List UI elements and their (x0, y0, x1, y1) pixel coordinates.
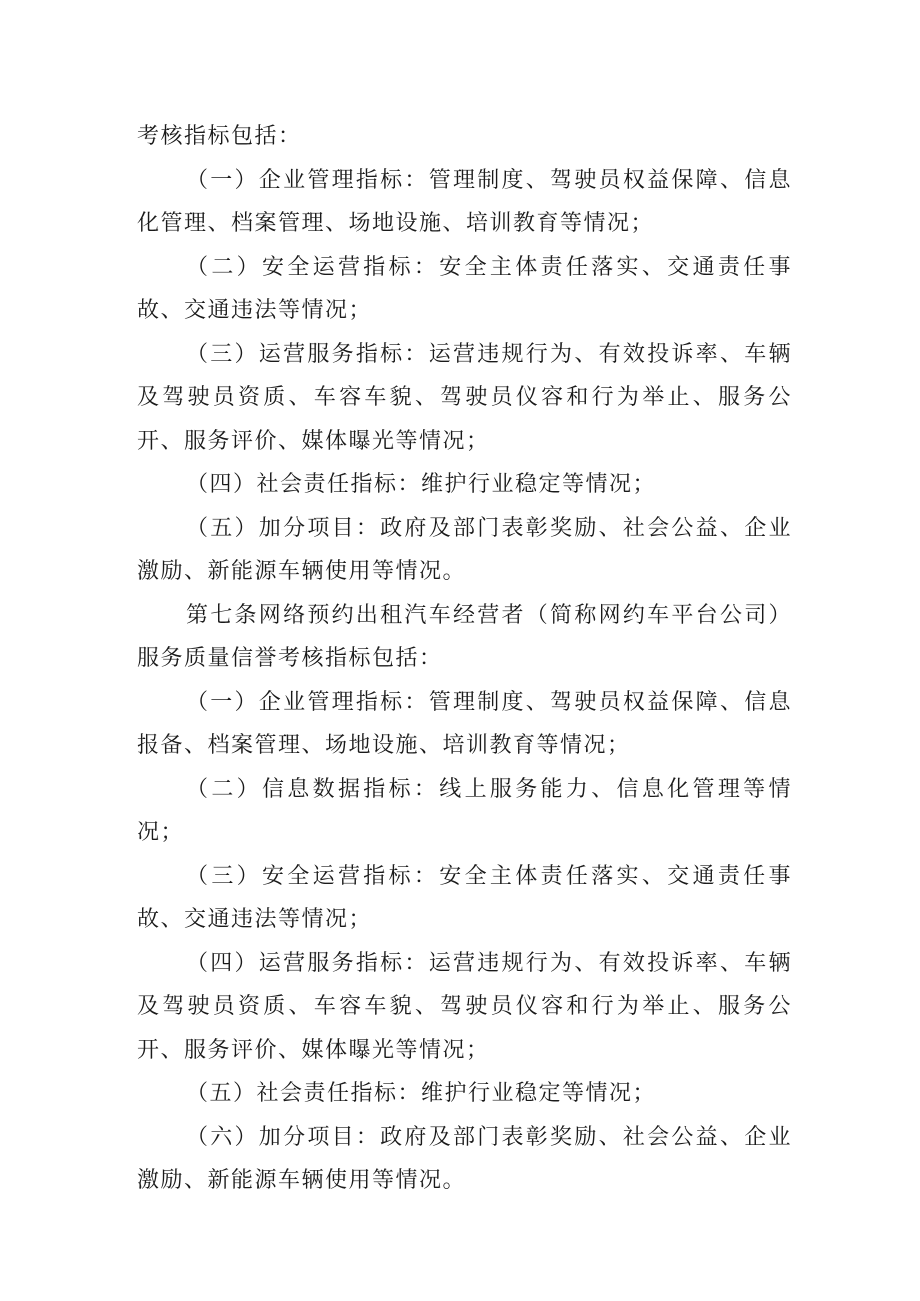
paragraph-item-2-safety-operation: （二）安全运营指标：安全主体责任落实、交通责任事故、交通违法等情况； (137, 254, 792, 323)
paragraph-article-7-item-1: （一）企业管理指标：管理制度、驾驶员权益保障、信息报备、档案管理、场地设施、培训教育等情况； (137, 689, 792, 758)
paragraph-article-7-item-2: （二）信息数据指标：线上服务能力、信息化管理等情况； (137, 776, 792, 845)
paragraph-item-5-bonus-items: （五）加分项目：政府及部门表彰奖励、社会公益、企业激励、新能源车辆使用等情况。 (137, 515, 792, 584)
paragraph-item-3-operation-service: （三）运营服务指标：运营违规行为、有效投诉率、车辆及驾驶员资质、车容车貌、驾驶员仪容和行为举止、服务公开、服务评价、媒体曝光等情况； (137, 341, 792, 454)
paragraph-article-7-item-5: （五）社会责任指标：维护行业稳定等情况； (186, 1081, 657, 1106)
paragraph-article-7-item-3: （三）安全运营指标：安全主体责任落实、交通责任事故、交通违法等情况； (137, 863, 792, 932)
document-body (137, 115, 792, 1203)
paragraph-article-7-item-4: （四）运营服务指标：运营违规行为、有效投诉率、车辆及驾驶员资质、车容车貌、驾驶员仪容和行为举止、服务公开、服务评价、媒体曝光等情况； (137, 950, 792, 1063)
paragraph-article-7-item-6: （六）加分项目：政府及部门表彰奖励、社会公益、企业激励、新能源车辆使用等情况。 (137, 1124, 792, 1193)
paragraph-item-4-social-responsibility: （四）社会责任指标：维护行业稳定等情况； (186, 472, 657, 497)
paragraph-article-7: 第七条网络预约出租汽车经营者（简称网约车平台公司）服务质量信誉考核指标包括： (137, 602, 792, 671)
paragraph-intro: 考核指标包括： (137, 124, 302, 149)
paragraph-item-1-enterprise-management: （一）企业管理指标：管理制度、驾驶员权益保障、信息化管理、档案管理、场地设施、培训教育等情况； (137, 167, 792, 236)
